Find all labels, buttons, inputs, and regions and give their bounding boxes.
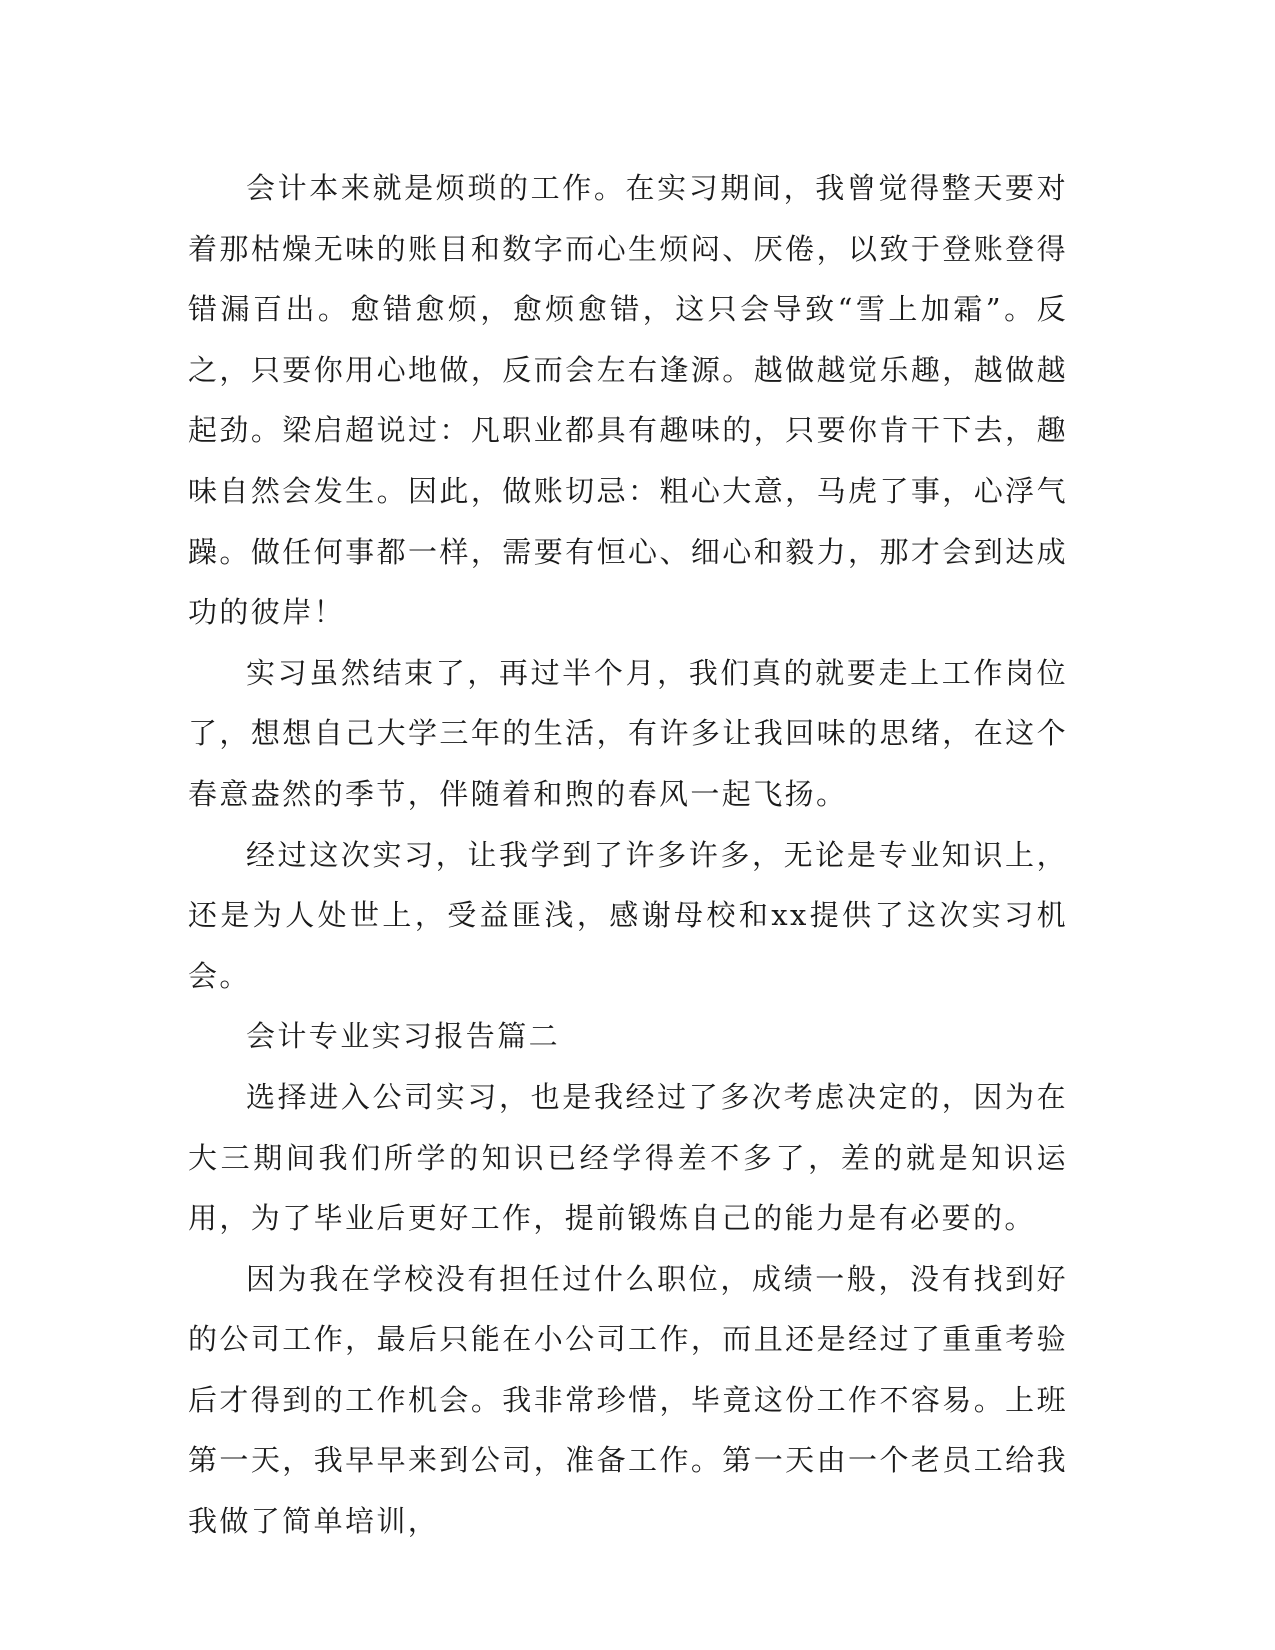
paragraph: 会计本来就是烦琐的工作。在实习期间，我曾觉得整天要对着那枯燥无味的账目和数字而心生烦闷、厌倦，以致于登账登得错漏百出。愈错愈烦，愈烦愈错，这只会导致“雪上加霜”。反之，只要你用心地做，反而会左右逢源。越做越觉乐趣，越做越起劲。梁启超说过：凡职业都具有趣味的，只要你肯干下去，趣味自然会发生。因此，做账切忌：粗心大意，马虎了事，心浮气躁。做任何事都一样，需要有恒心、细心和毅力，那才会到达成功的彼岸！ xyxy=(188,171,1068,630)
paragraph: 选择进入公司实习，也是我经过了多次考虑决定的，因为在大三期间我们所学的知识已经学得差不多了，差的就是知识运用，为了毕业后更好工作，提前锻炼自己的能力是有必要的。 xyxy=(188,1079,1068,1236)
paragraph: 经过这次实习，让我学到了许多许多，无论是专业知识上，还是为人处世上，受益匪浅，感谢母校和xx提供了这次实习机会。 xyxy=(188,837,1068,993)
section-heading: 会计专业实习报告篇二 xyxy=(246,1019,561,1054)
document-body xyxy=(188,158,1068,1552)
paragraph: 实习虽然结束了，再过半个月，我们真的就要走上工作岗位了，想想自己大学三年的生活，有许多让我回味的思绪，在这个春意盎然的季节，伴随着和煦的春风一起飞扬。 xyxy=(188,655,1068,811)
paragraph: 因为我在学校没有担任过什么职位，成绩一般，没有找到好的公司工作，最后只能在小公司工作，而且还是经过了重重考验后才得到的工作机会。我非常珍惜，毕竟这份工作不容易。上班第一天，我早早来到公司，准备工作。第一天由一个老员工给我我做了简单培训， xyxy=(188,1261,1068,1539)
